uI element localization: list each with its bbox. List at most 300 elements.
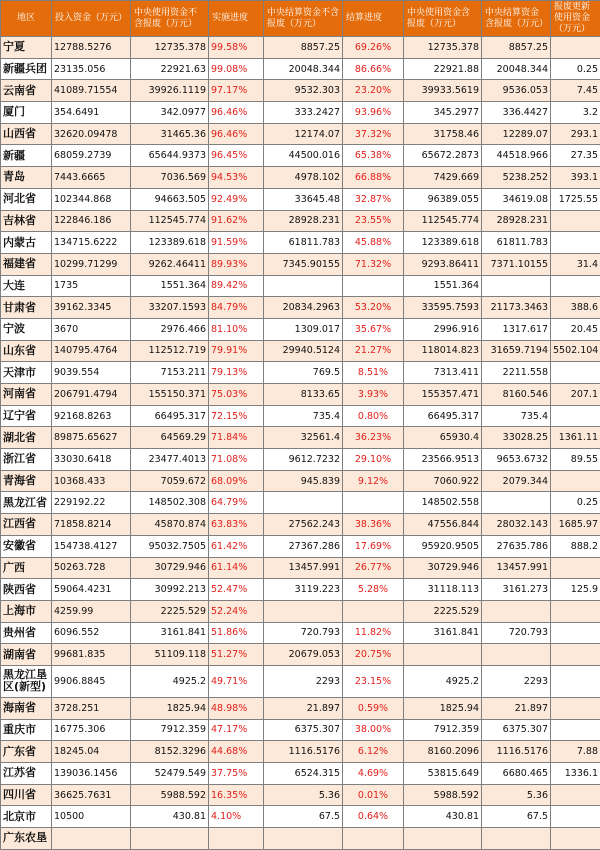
- cell-region: 青海省: [1, 470, 52, 492]
- cell-central-settled-incl: 6375.307: [482, 719, 551, 741]
- cell-central-settled-incl: 1317.617: [482, 318, 551, 340]
- cell-central-used-incl: 23566.9513: [404, 449, 482, 471]
- cell-region: 云南省: [1, 80, 52, 102]
- table-row: [1, 405, 600, 427]
- cell-central-settled-incl: 2211.558: [482, 362, 551, 384]
- cell-region: 天津市: [1, 362, 52, 384]
- cell-investment: 154738.4127: [52, 535, 131, 557]
- cell-central-used-excl: 112545.774: [131, 210, 209, 232]
- cell-scrap-reuse: 293.1: [551, 123, 600, 145]
- cell-central-used-incl: 1551.364: [404, 275, 482, 297]
- table-row: [1, 188, 600, 210]
- cell-investment: 3728.251: [52, 697, 131, 719]
- cell-scrap-reuse: 89.55: [551, 449, 600, 471]
- cell-central-settled-excl: [264, 275, 343, 297]
- cell-central-settled-excl: 1116.5176: [264, 741, 343, 763]
- cell-settle-progress: [343, 275, 404, 297]
- table-row: [1, 318, 600, 340]
- cell-scrap-reuse: [551, 275, 600, 297]
- table-row: [1, 579, 600, 601]
- cell-central-used-incl: 33595.7593: [404, 297, 482, 319]
- cell-central-settled-excl: 13457.991: [264, 557, 343, 579]
- cell-region: 北京市: [1, 806, 52, 828]
- cell-central-settled-excl: 735.4: [264, 405, 343, 427]
- cell-central-used-incl: 8160.2096: [404, 741, 482, 763]
- cell-region: 湖南省: [1, 644, 52, 666]
- cell-progress: 64.79%: [209, 492, 264, 514]
- cell-settle-progress: 23.15%: [343, 665, 404, 697]
- cell-investment: 18245.04: [52, 741, 131, 763]
- cell-progress: 71.84%: [209, 427, 264, 449]
- table-row: [1, 557, 600, 579]
- cell-settle-progress: 38.00%: [343, 719, 404, 741]
- cell-central-settled-excl: 2293: [264, 665, 343, 697]
- cell-investment: 32620.09478: [52, 123, 131, 145]
- table-row: [1, 535, 600, 557]
- header-central-used-excl: 中央使用资金不含报废（万元）: [131, 1, 209, 37]
- cell-central-settled-incl: 33028.25: [482, 427, 551, 449]
- cell-central-settled-incl: 6680.465: [482, 763, 551, 785]
- cell-investment: 50263.728: [52, 557, 131, 579]
- cell-settle-progress: [343, 600, 404, 622]
- cell-progress: 99.58%: [209, 37, 264, 59]
- cell-investment: 4259.99: [52, 600, 131, 622]
- cell-investment: 134715.6222: [52, 232, 131, 254]
- cell-region: 广东省: [1, 741, 52, 763]
- cell-scrap-reuse: [551, 405, 600, 427]
- table-row: [1, 644, 600, 666]
- table-row: [1, 470, 600, 492]
- cell-central-used-excl: 1825.94: [131, 697, 209, 719]
- cell-scrap-reuse: 20.45: [551, 318, 600, 340]
- cell-settle-progress: 9.12%: [343, 470, 404, 492]
- cell-investment: 354.6491: [52, 102, 131, 124]
- cell-settle-progress: 0.64%: [343, 806, 404, 828]
- table-row: [1, 806, 600, 828]
- cell-central-settled-excl: 33645.48: [264, 188, 343, 210]
- cell-central-settled-incl: [482, 828, 551, 850]
- cell-settle-progress: 65.38%: [343, 145, 404, 167]
- header-central-settled-excl: 中央结算资金不含报废（万元）: [264, 1, 343, 37]
- table-row: [1, 123, 600, 145]
- table-row: [1, 145, 600, 167]
- cell-region: 江苏省: [1, 763, 52, 785]
- table-row: [1, 427, 600, 449]
- cell-scrap-reuse: [551, 622, 600, 644]
- header-central-used-incl: 中央使用资金含报废（万元）: [404, 1, 482, 37]
- cell-central-used-incl: 2996.916: [404, 318, 482, 340]
- cell-central-settled-excl: 6524.315: [264, 763, 343, 785]
- cell-central-used-excl: 4925.2: [131, 665, 209, 697]
- cell-progress: 71.08%: [209, 449, 264, 471]
- cell-progress: 75.03%: [209, 384, 264, 406]
- cell-investment: 7443.6665: [52, 167, 131, 189]
- cell-region: 安徽省: [1, 535, 52, 557]
- cell-progress: 61.42%: [209, 535, 264, 557]
- cell-scrap-reuse: [551, 210, 600, 232]
- cell-scrap-reuse: 7.45: [551, 80, 600, 102]
- cell-central-used-excl: 5988.592: [131, 784, 209, 806]
- cell-progress: 84.79%: [209, 297, 264, 319]
- cell-progress: 91.62%: [209, 210, 264, 232]
- cell-central-settled-excl: [264, 492, 343, 514]
- cell-settle-progress: 36.23%: [343, 427, 404, 449]
- cell-investment: 10500: [52, 806, 131, 828]
- cell-central-settled-incl: 44518.966: [482, 145, 551, 167]
- cell-central-used-incl: 66495.317: [404, 405, 482, 427]
- cell-central-settled-incl: 67.5: [482, 806, 551, 828]
- cell-settle-progress: 23.20%: [343, 80, 404, 102]
- cell-central-settled-incl: 20048.344: [482, 58, 551, 80]
- cell-region: 贵州省: [1, 622, 52, 644]
- cell-progress: 96.45%: [209, 145, 264, 167]
- cell-investment: 10299.71299: [52, 253, 131, 275]
- cell-region: 重庆市: [1, 719, 52, 741]
- cell-settle-progress: 26.77%: [343, 557, 404, 579]
- cell-investment: 68059.2739: [52, 145, 131, 167]
- cell-central-used-excl: 148502.308: [131, 492, 209, 514]
- cell-progress: 97.17%: [209, 80, 264, 102]
- cell-region: 江西省: [1, 514, 52, 536]
- cell-region: 山西省: [1, 123, 52, 145]
- cell-progress: 47.17%: [209, 719, 264, 741]
- cell-central-used-incl: 7060.922: [404, 470, 482, 492]
- cell-central-settled-excl: 3119.223: [264, 579, 343, 601]
- cell-progress: 89.42%: [209, 275, 264, 297]
- cell-central-settled-excl: 27367.286: [264, 535, 343, 557]
- cell-central-used-excl: 66495.317: [131, 405, 209, 427]
- cell-central-used-incl: 430.81: [404, 806, 482, 828]
- cell-settle-progress: 4.69%: [343, 763, 404, 785]
- cell-region: 上海市: [1, 600, 52, 622]
- cell-settle-progress: 38.36%: [343, 514, 404, 536]
- cell-central-settled-incl: 28928.231: [482, 210, 551, 232]
- cell-investment: 140795.4764: [52, 340, 131, 362]
- cell-central-used-excl: 52479.549: [131, 763, 209, 785]
- cell-central-used-excl: 430.81: [131, 806, 209, 828]
- table-row: [1, 362, 600, 384]
- cell-scrap-reuse: [551, 37, 600, 59]
- cell-settle-progress: 23.55%: [343, 210, 404, 232]
- cell-investment: 10368.433: [52, 470, 131, 492]
- cell-central-used-incl: 22921.88: [404, 58, 482, 80]
- cell-central-used-incl: [404, 644, 482, 666]
- cell-settle-progress: 0.59%: [343, 697, 404, 719]
- cell-scrap-reuse: [551, 644, 600, 666]
- cell-central-used-excl: 2976.466: [131, 318, 209, 340]
- table-row: [1, 665, 600, 697]
- cell-region: 山东省: [1, 340, 52, 362]
- cell-central-used-incl: 7912.359: [404, 719, 482, 741]
- table-row: [1, 600, 600, 622]
- cell-region: 宁夏: [1, 37, 52, 59]
- cell-central-used-incl: 155357.471: [404, 384, 482, 406]
- cell-central-used-excl: 94663.505: [131, 188, 209, 210]
- table-row: [1, 622, 600, 644]
- table-row: [1, 763, 600, 785]
- cell-central-settled-excl: 21.897: [264, 697, 343, 719]
- cell-settle-progress: 86.66%: [343, 58, 404, 80]
- cell-central-used-incl: 4925.2: [404, 665, 482, 697]
- cell-investment: 9906.8845: [52, 665, 131, 697]
- cell-central-settled-incl: 9653.6732: [482, 449, 551, 471]
- cell-central-used-excl: 31465.36: [131, 123, 209, 145]
- cell-progress: 72.15%: [209, 405, 264, 427]
- cell-settle-progress: 17.69%: [343, 535, 404, 557]
- cell-progress: 49.71%: [209, 665, 264, 697]
- cell-central-used-incl: 31118.113: [404, 579, 482, 601]
- cell-investment: 122846.186: [52, 210, 131, 232]
- cell-scrap-reuse: [551, 806, 600, 828]
- cell-investment: 3670: [52, 318, 131, 340]
- cell-central-used-excl: 1551.364: [131, 275, 209, 297]
- cell-settle-progress: [343, 492, 404, 514]
- cell-central-settled-excl: 8133.65: [264, 384, 343, 406]
- table-body: [1, 37, 600, 850]
- table-row: [1, 167, 600, 189]
- cell-investment: 1735: [52, 275, 131, 297]
- cell-region: 宁波: [1, 318, 52, 340]
- cell-central-used-incl: 47556.844: [404, 514, 482, 536]
- cell-settle-progress: 32.87%: [343, 188, 404, 210]
- cell-central-settled-excl: 12174.07: [264, 123, 343, 145]
- cell-central-used-incl: 7429.669: [404, 167, 482, 189]
- cell-central-settled-incl: 21173.3463: [482, 297, 551, 319]
- cell-central-used-incl: 30729.946: [404, 557, 482, 579]
- cell-central-settled-incl: 2293: [482, 665, 551, 697]
- cell-progress: 96.46%: [209, 102, 264, 124]
- cell-central-settled-incl: [482, 492, 551, 514]
- cell-settle-progress: 71.32%: [343, 253, 404, 275]
- cell-settle-progress: 29.10%: [343, 449, 404, 471]
- cell-progress: 16.35%: [209, 784, 264, 806]
- cell-scrap-reuse: 5502.104: [551, 340, 600, 362]
- cell-scrap-reuse: [551, 784, 600, 806]
- cell-central-used-incl: 123389.618: [404, 232, 482, 254]
- cell-central-settled-incl: 7371.10155: [482, 253, 551, 275]
- cell-settle-progress: 0.01%: [343, 784, 404, 806]
- cell-central-used-excl: [131, 828, 209, 850]
- cell-progress: 51.86%: [209, 622, 264, 644]
- cell-central-settled-excl: 333.2427: [264, 102, 343, 124]
- cell-investment: 59064.4231: [52, 579, 131, 601]
- cell-central-settled-excl: 9532.303: [264, 80, 343, 102]
- cell-settle-progress: 11.82%: [343, 622, 404, 644]
- table-row: [1, 275, 600, 297]
- cell-central-settled-incl: 61811.783: [482, 232, 551, 254]
- cell-progress: 79.91%: [209, 340, 264, 362]
- cell-scrap-reuse: 393.1: [551, 167, 600, 189]
- cell-progress: 89.93%: [209, 253, 264, 275]
- cell-central-settled-excl: [264, 828, 343, 850]
- cell-investment: 16775.306: [52, 719, 131, 741]
- cell-investment: 89875.65627: [52, 427, 131, 449]
- cell-investment: 6096.552: [52, 622, 131, 644]
- table-row: [1, 253, 600, 275]
- cell-scrap-reuse: 31.4: [551, 253, 600, 275]
- cell-central-settled-incl: [482, 600, 551, 622]
- cell-central-settled-incl: 735.4: [482, 405, 551, 427]
- cell-central-settled-incl: 1116.5176: [482, 741, 551, 763]
- cell-investment: 39162.3345: [52, 297, 131, 319]
- cell-settle-progress: 53.20%: [343, 297, 404, 319]
- cell-settle-progress: 5.28%: [343, 579, 404, 601]
- cell-investment: 99681.835: [52, 644, 131, 666]
- cell-investment: 9039.554: [52, 362, 131, 384]
- cell-progress: 63.83%: [209, 514, 264, 536]
- header-scrap-reuse: 报废更新使用资金（万元）: [551, 1, 600, 37]
- cell-central-settled-excl: 44500.016: [264, 145, 343, 167]
- cell-progress: 94.53%: [209, 167, 264, 189]
- cell-region: 浙江省: [1, 449, 52, 471]
- cell-scrap-reuse: [551, 828, 600, 850]
- table-row: [1, 719, 600, 741]
- cell-region: 河南省: [1, 384, 52, 406]
- cell-scrap-reuse: [551, 697, 600, 719]
- cell-investment: 12788.5276: [52, 37, 131, 59]
- cell-central-used-incl: 2225.529: [404, 600, 482, 622]
- header-central-settled-incl: 中央结算资金含报废（万元）: [482, 1, 551, 37]
- cell-region: 新疆兵团: [1, 58, 52, 80]
- cell-central-settled-incl: 720.793: [482, 622, 551, 644]
- cell-central-used-excl: 23477.4013: [131, 449, 209, 471]
- cell-central-used-excl: 22921.63: [131, 58, 209, 80]
- cell-settle-progress: 37.32%: [343, 123, 404, 145]
- cell-central-settled-excl: 8857.25: [264, 37, 343, 59]
- cell-region: 大连: [1, 275, 52, 297]
- cell-settle-progress: 45.88%: [343, 232, 404, 254]
- header-settle-progress: 结算进度: [343, 1, 404, 37]
- cell-scrap-reuse: [551, 600, 600, 622]
- cell-investment: 33030.6418: [52, 449, 131, 471]
- cell-settle-progress: 8.51%: [343, 362, 404, 384]
- cell-scrap-reuse: [551, 719, 600, 741]
- cell-region: 吉林省: [1, 210, 52, 232]
- cell-central-used-incl: 65930.4: [404, 427, 482, 449]
- cell-central-used-excl: 155150.371: [131, 384, 209, 406]
- cell-central-settled-excl: 20048.344: [264, 58, 343, 80]
- cell-region: 海南省: [1, 697, 52, 719]
- cell-region: 青岛: [1, 167, 52, 189]
- cell-scrap-reuse: 1361.11: [551, 427, 600, 449]
- cell-progress: 81.10%: [209, 318, 264, 340]
- cell-central-settled-incl: 27635.786: [482, 535, 551, 557]
- table-row: [1, 210, 600, 232]
- cell-scrap-reuse: 888.2: [551, 535, 600, 557]
- header-investment: 投入资金（万元）: [52, 1, 131, 37]
- cell-central-settled-excl: 27562.243: [264, 514, 343, 536]
- table-row: [1, 232, 600, 254]
- table-row: [1, 58, 600, 80]
- cell-central-settled-incl: [482, 275, 551, 297]
- cell-scrap-reuse: 125.9: [551, 579, 600, 601]
- cell-central-settled-incl: 8160.546: [482, 384, 551, 406]
- cell-central-settled-excl: 9612.7232: [264, 449, 343, 471]
- table-row: [1, 102, 600, 124]
- cell-scrap-reuse: 1725.55: [551, 188, 600, 210]
- cell-central-used-excl: 51109.118: [131, 644, 209, 666]
- cell-settle-progress: 66.88%: [343, 167, 404, 189]
- cell-region: 黑龙江省: [1, 492, 52, 514]
- cell-central-settled-incl: 28032.143: [482, 514, 551, 536]
- cell-region: 辽宁省: [1, 405, 52, 427]
- cell-central-used-incl: 148502.558: [404, 492, 482, 514]
- table-row: [1, 80, 600, 102]
- cell-settle-progress: 69.26%: [343, 37, 404, 59]
- cell-central-settled-incl: 336.4427: [482, 102, 551, 124]
- cell-progress: 96.46%: [209, 123, 264, 145]
- cell-progress: 52.47%: [209, 579, 264, 601]
- cell-central-settled-excl: 769.5: [264, 362, 343, 384]
- cell-investment: 23135.056: [52, 58, 131, 80]
- cell-scrap-reuse: 1685.97: [551, 514, 600, 536]
- cell-central-used-excl: 7036.569: [131, 167, 209, 189]
- cell-region: 新疆: [1, 145, 52, 167]
- table-row: [1, 828, 600, 850]
- cell-central-settled-excl: 5.36: [264, 784, 343, 806]
- cell-progress: 79.13%: [209, 362, 264, 384]
- cell-settle-progress: 0.80%: [343, 405, 404, 427]
- cell-central-used-excl: 45870.874: [131, 514, 209, 536]
- cell-progress: 48.98%: [209, 697, 264, 719]
- cell-central-settled-excl: 61811.783: [264, 232, 343, 254]
- cell-scrap-reuse: [551, 362, 600, 384]
- cell-central-used-excl: 9262.46411: [131, 253, 209, 275]
- cell-investment: 71858.8214: [52, 514, 131, 536]
- cell-central-used-incl: 7313.411: [404, 362, 482, 384]
- cell-investment: 102344.868: [52, 188, 131, 210]
- cell-progress: 4.10%: [209, 806, 264, 828]
- cell-central-settled-excl: 945.839: [264, 470, 343, 492]
- cell-central-used-excl: 342.0977: [131, 102, 209, 124]
- table-row: [1, 384, 600, 406]
- cell-scrap-reuse: 0.25: [551, 492, 600, 514]
- cell-central-used-incl: 112545.774: [404, 210, 482, 232]
- cell-scrap-reuse: [551, 557, 600, 579]
- cell-central-used-excl: 7912.359: [131, 719, 209, 741]
- cell-central-used-incl: 1825.94: [404, 697, 482, 719]
- table-row: [1, 514, 600, 536]
- cell-investment: 139036.1456: [52, 763, 131, 785]
- cell-central-used-excl: 112512.719: [131, 340, 209, 362]
- table-row: [1, 741, 600, 763]
- cell-progress: [209, 828, 264, 850]
- cell-central-settled-excl: 7345.90155: [264, 253, 343, 275]
- cell-central-settled-incl: 12289.07: [482, 123, 551, 145]
- cell-central-used-excl: 7153.211: [131, 362, 209, 384]
- table-row: [1, 697, 600, 719]
- cell-central-used-incl: 53815.649: [404, 763, 482, 785]
- cell-central-settled-incl: 3161.273: [482, 579, 551, 601]
- cell-investment: 229192.22: [52, 492, 131, 514]
- cell-region: 四川省: [1, 784, 52, 806]
- cell-scrap-reuse: [551, 665, 600, 697]
- cell-central-used-excl: 30992.213: [131, 579, 209, 601]
- cell-central-settled-excl: 4978.102: [264, 167, 343, 189]
- cell-central-settled-excl: 720.793: [264, 622, 343, 644]
- cell-central-used-incl: 96389.055: [404, 188, 482, 210]
- cell-central-used-excl: 64569.29: [131, 427, 209, 449]
- table-row: [1, 449, 600, 471]
- cell-region: 内蒙古: [1, 232, 52, 254]
- cell-central-settled-incl: 5.36: [482, 784, 551, 806]
- cell-progress: 52.24%: [209, 600, 264, 622]
- cell-central-used-excl: 3161.841: [131, 622, 209, 644]
- cell-central-settled-incl: 8857.25: [482, 37, 551, 59]
- cell-central-settled-excl: [264, 600, 343, 622]
- cell-progress: 51.27%: [209, 644, 264, 666]
- cell-central-used-incl: 12735.378: [404, 37, 482, 59]
